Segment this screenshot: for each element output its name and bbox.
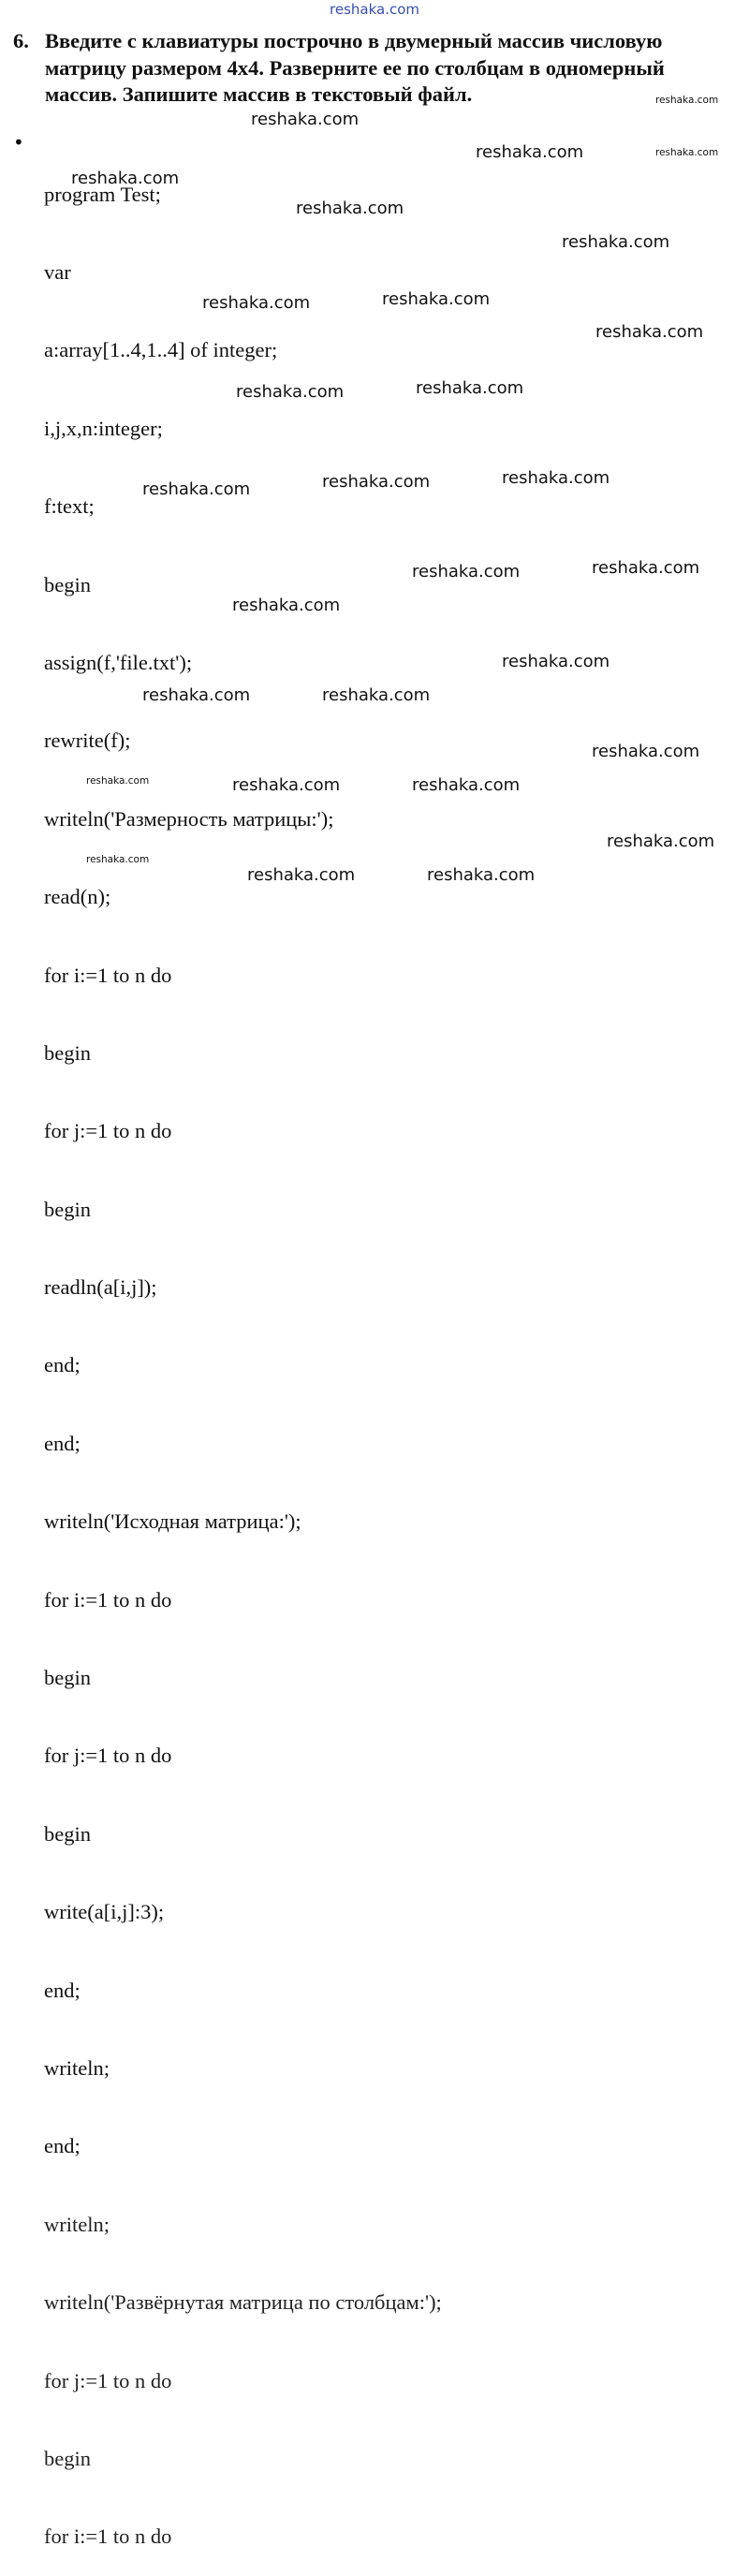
code-line: program Test;: [44, 182, 161, 206]
code-line: i,j,x,n:integer;: [44, 416, 163, 440]
code-line: writeln;: [44, 2055, 110, 2080]
watermark: reshaka.com: [476, 142, 584, 162]
code-line: writeln;: [44, 2212, 110, 2236]
code-line: writeln('Исходная матрица:');: [44, 1509, 301, 1534]
watermark: reshaka.com: [232, 775, 341, 795]
watermark: reshaka.com: [247, 865, 356, 885]
watermark: reshaka.com: [382, 289, 491, 309]
task-text: [45, 28, 725, 109]
code-line: begin: [44, 572, 91, 596]
code-line: for i:=1 to n do: [44, 1587, 172, 1612]
watermark: reshaka.com: [595, 322, 704, 342]
watermark: reshaka.com: [416, 378, 524, 398]
watermark: reshaka.com: [592, 742, 700, 761]
code-line: var: [44, 259, 71, 284]
watermark: reshaka.com: [251, 110, 360, 129]
watermark: reshaka.com: [412, 562, 521, 581]
watermark: reshaka.com: [655, 147, 719, 158]
code-line: end;: [44, 1431, 81, 1455]
watermark: reshaka.com: [322, 685, 431, 705]
code-line: assign(f,'file.txt');: [44, 650, 193, 674]
watermark: reshaka.com: [296, 199, 404, 218]
code-line: writeln('Развёрнутая матрица по столбцам:');: [44, 2290, 442, 2315]
bullet-marker: •: [13, 131, 24, 154]
task-statement: [13, 28, 725, 109]
code-line: end;: [44, 1353, 81, 1377]
watermark: reshaka.com: [86, 775, 150, 787]
watermark: reshaka.com: [142, 479, 251, 499]
watermark: reshaka.com: [592, 558, 700, 578]
watermark: reshaka.com: [202, 293, 311, 313]
code-line: rewrite(f);: [44, 729, 131, 753]
code-line: for j:=1 to n do: [44, 2368, 172, 2392]
watermark: reshaka.com: [236, 382, 345, 402]
watermark: reshaka.com: [502, 468, 610, 488]
watermark: reshaka.com: [322, 472, 431, 492]
watermark: reshaka.com: [412, 775, 521, 795]
watermark: reshaka.com: [427, 865, 536, 885]
watermark: reshaka.com: [655, 95, 719, 106]
code-line: begin: [44, 1197, 91, 1221]
code-line: for j:=1 to n do: [44, 1119, 172, 1143]
code-line: begin: [44, 1666, 91, 1690]
code-line: end;: [44, 2134, 81, 2158]
watermark: reshaka.com: [142, 685, 251, 705]
code-line: f:text;: [44, 494, 95, 519]
code-line: end;: [44, 1978, 81, 2002]
code-line: readln(a[i,j]);: [44, 1275, 157, 1300]
task-line: массив. Запишите массив в текстовый файл.: [45, 82, 473, 106]
watermark: reshaka.com: [86, 854, 150, 865]
task-line: Введите с клавиатуры построчно в двумерный массив числовую: [45, 29, 663, 52]
watermark: reshaka.com: [232, 596, 341, 615]
watermark: reshaka.com: [607, 832, 715, 851]
code-line: for i:=1 to n do: [44, 2524, 172, 2549]
task-line: матрицу размером 4х4. Разверните ее по столбцам в одномерный: [45, 55, 665, 80]
code-line: begin: [44, 1040, 91, 1065]
code-line: read(n);: [44, 885, 111, 909]
code-line: begin: [44, 2446, 91, 2470]
code-line: for i:=1 to n do: [44, 963, 172, 987]
watermark: reshaka.com: [71, 169, 180, 188]
code-line: write(a[i,j]:3);: [44, 1900, 165, 1924]
task-number: 6.: [13, 29, 29, 52]
code-line: begin: [44, 1821, 91, 1846]
code-line: a:array[1..4,1..4] of integer;: [44, 338, 278, 362]
site-header-link[interactable]: reshaka.com: [330, 1, 419, 18]
code-line: writeln('Размерность матрицы:');: [44, 806, 334, 831]
watermark: reshaka.com: [502, 652, 610, 671]
watermark: reshaka.com: [562, 232, 670, 252]
code-line: for j:=1 to n do: [44, 1744, 172, 1768]
